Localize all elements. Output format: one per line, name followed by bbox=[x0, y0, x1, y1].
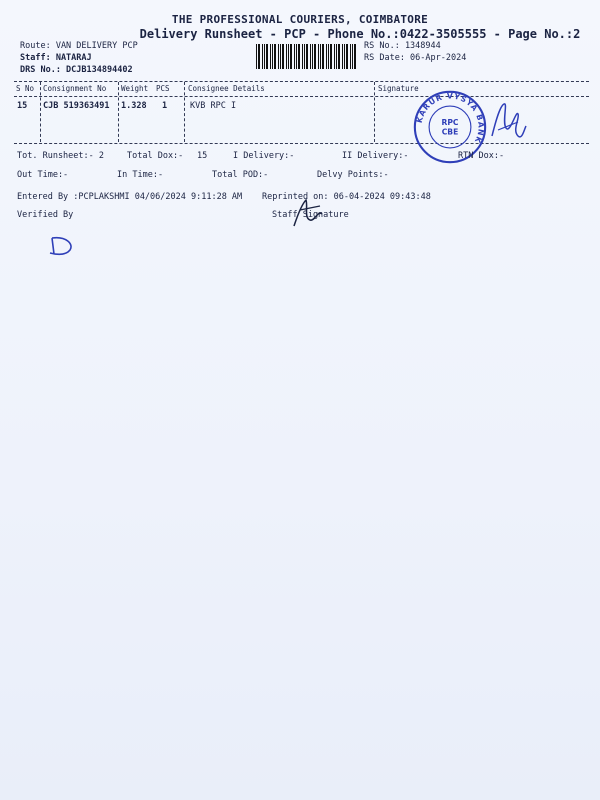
route-label: Route: VAN DELIVERY PCP bbox=[20, 41, 138, 51]
cell-weight: 1.328 bbox=[121, 101, 147, 111]
col-divider bbox=[118, 82, 119, 142]
in-time: In Time:- bbox=[117, 170, 164, 180]
col-divider bbox=[374, 82, 375, 142]
cell-consignment: CJB 519363491 bbox=[43, 101, 110, 111]
recipient-signature bbox=[488, 100, 528, 144]
entered-by: Entered By :PCPLAKSHMI 04/06/2024 9:11:28 AM bbox=[17, 192, 243, 202]
col-header-consignment: Consignment No bbox=[43, 84, 107, 93]
svg-text:RPC: RPC bbox=[441, 118, 459, 128]
col-divider bbox=[40, 82, 41, 142]
table-top-rule bbox=[14, 81, 589, 82]
total-dox-value: 15 bbox=[197, 151, 208, 161]
initial-mark bbox=[44, 234, 78, 258]
rs-date: RS Date: 06-Apr-2024 bbox=[364, 53, 467, 63]
col-header-sno: S No bbox=[16, 84, 35, 93]
col-header-signature: Signature bbox=[378, 84, 419, 93]
col-header-weight: Weight bbox=[121, 84, 149, 93]
col-header-pcs: PCS bbox=[156, 84, 170, 93]
svg-text:CBE: CBE bbox=[441, 127, 459, 137]
cell-sno: 15 bbox=[17, 101, 28, 111]
tot-runsheet: Tot. Runsheet:- 2 bbox=[17, 151, 104, 161]
ii-delivery: II Delivery:- bbox=[342, 151, 409, 161]
svg-text:KARUR VYSYA BANK: KARUR VYSYA BANK bbox=[414, 91, 486, 146]
staff-signature bbox=[288, 196, 328, 230]
company-title: THE PROFESSIONAL COURIERS, COIMBATORE bbox=[171, 13, 429, 26]
col-divider bbox=[184, 82, 185, 142]
staff-label: Staff: NATARAJ bbox=[20, 53, 92, 63]
rs-number: RS No.: 1348944 bbox=[364, 41, 441, 51]
total-pod: Total POD:- bbox=[212, 170, 269, 180]
table-header-rule bbox=[14, 96, 589, 97]
runsheet-subtitle bbox=[0, 27, 600, 41]
rtn-dox: RTN Dox:- bbox=[458, 151, 505, 161]
barcode bbox=[256, 44, 356, 69]
col-header-consignee: Consignee Details bbox=[188, 84, 265, 93]
out-time: Out Time:- bbox=[17, 170, 69, 180]
delvy-points: Delvy Points:- bbox=[317, 170, 389, 180]
drs-number: DRS No.: DCJB134894402 bbox=[20, 65, 133, 75]
total-dox-label: Total Dox:- bbox=[127, 151, 184, 161]
staff-signature-label: Staff Signature bbox=[272, 210, 349, 220]
cell-consignee: KVB RPC I bbox=[190, 101, 237, 111]
cell-pcs: 1 bbox=[162, 101, 168, 111]
reprinted-on: Reprinted on: 06-04-2024 09:43:48 bbox=[262, 192, 431, 202]
i-delivery: I Delivery:- bbox=[233, 151, 295, 161]
runsheet-subtitle-text: Delivery Runsheet - PCP - Phone No.:0422-3505555 - Page No.:2 bbox=[139, 27, 581, 41]
verified-by: Verified By bbox=[17, 210, 74, 220]
